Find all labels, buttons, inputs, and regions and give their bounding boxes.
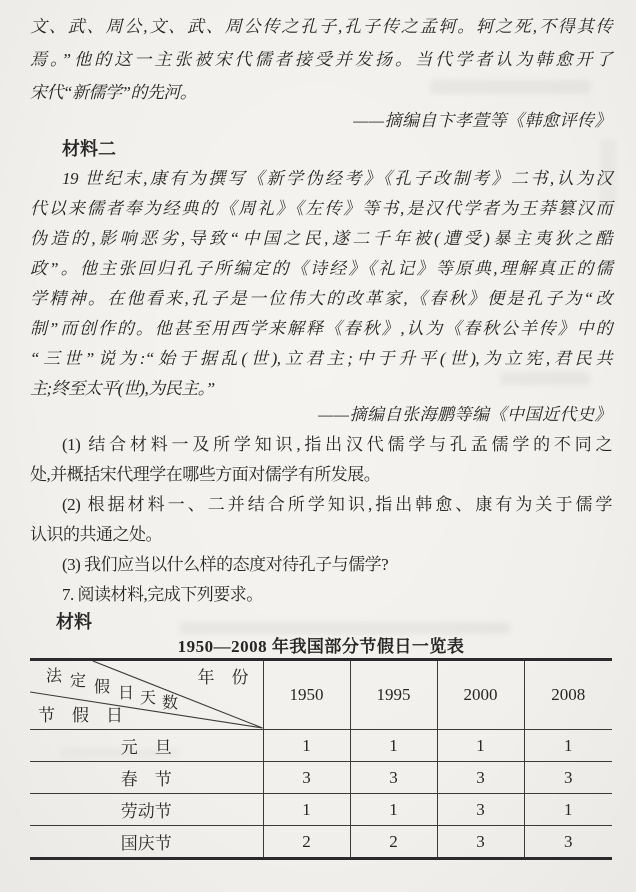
material2-line: 政”。他主张回归孔子所编定的《诗经》《礼记》等原典,理解真正的儒 xyxy=(30,259,612,278)
corner-label-days-char: 定 xyxy=(70,673,87,690)
holiday-name: 春 节 xyxy=(30,762,263,794)
material2-heading: 材料二 xyxy=(62,139,116,159)
material1-attribution: ——摘编自卞孝萱等《韩愈评传》 xyxy=(353,111,612,130)
material1-line: 焉。”他的这一主张被宋代儒者接受并发扬。当代学者认为韩愈开了 xyxy=(30,50,612,69)
material2-line: 学精神。在他看来,孔子是一位伟大的改革家,《春秋》便是孔子为“改 xyxy=(30,289,612,308)
holiday-days: 3 xyxy=(263,762,350,794)
holiday-table xyxy=(30,658,612,860)
holiday-name: 国庆节 xyxy=(30,826,263,859)
material1-line: 文、武、周公,文、武、周公传之孔子,孔子传之孟轲。轲之死,不得其传 xyxy=(30,17,612,36)
table-header-row xyxy=(30,660,612,730)
corner-label-days-char: 数 xyxy=(162,695,179,712)
material1-line: 宋代“新儒学”的先河。 xyxy=(30,83,197,102)
material1-paragraph xyxy=(30,10,612,109)
holiday-days: 1 xyxy=(437,730,524,762)
question-2-line: 认识的共通之处。 xyxy=(30,525,162,544)
holiday-days: 2 xyxy=(263,826,350,859)
holiday-name: 劳动节 xyxy=(30,794,263,826)
question-2-line: (2) 根据材料一、二并结合所学知识,指出韩愈、康有为关于儒学 xyxy=(62,495,612,514)
corner-label-days-char: 假 xyxy=(94,679,111,696)
year-header: 2000 xyxy=(437,660,524,730)
material-label: 材料 xyxy=(56,612,92,632)
table-title: 1950—2008 年我国部分节假日一览表 xyxy=(177,637,465,656)
holiday-days: 1 xyxy=(524,794,612,826)
year-header: 1995 xyxy=(350,660,437,730)
question-1-line: (1) 结合材料一及所学知识,指出汉代儒学与孔孟儒学的不同之 xyxy=(62,435,612,454)
corner-label-days-char: 法 xyxy=(46,668,63,685)
material2-line: 19 世纪末,康有为撰写《新学伪经考》《孔子改制考》二书,认为汉 xyxy=(62,169,612,188)
corner-label-days-char: 天 xyxy=(140,690,157,707)
table-row xyxy=(30,762,612,794)
year-header: 2008 xyxy=(524,660,612,730)
holiday-days: 3 xyxy=(350,762,437,794)
corner-label-holiday: 节 假 日 xyxy=(38,706,123,725)
material2-attribution: ——摘编自张海鹏等编《中国近代史》 xyxy=(318,405,612,424)
question-2 xyxy=(30,490,612,550)
year-header: 1950 xyxy=(263,660,350,730)
holiday-days: 3 xyxy=(524,762,612,794)
table-row xyxy=(30,826,612,859)
table-row xyxy=(30,730,612,762)
question-3-line: (3) 我们应当以什么样的态度对待孔子与儒学? xyxy=(62,555,389,574)
question-7 xyxy=(30,580,612,610)
holiday-days: 3 xyxy=(437,794,524,826)
corner-label-year: 年 份 xyxy=(197,668,249,687)
holiday-days: 3 xyxy=(437,826,524,859)
holiday-days: 1 xyxy=(524,730,612,762)
question-7-line: 7. 阅读材料,完成下列要求。 xyxy=(62,585,263,604)
question-1 xyxy=(30,430,612,490)
holiday-days: 1 xyxy=(350,730,437,762)
holiday-days: 2 xyxy=(350,826,437,859)
table-row xyxy=(30,794,612,826)
material2-paragraph xyxy=(30,164,612,404)
material2-line: 伪造的,影响恶劣,导致“中国之民,遂二千年被(遭受)暴主夷狄之酷 xyxy=(30,229,612,248)
holiday-days: 1 xyxy=(350,794,437,826)
material2-line: “三世”说为:“始于据乱(世),立君主;中于升平(世),为立宪,君民共 xyxy=(30,349,612,368)
corner-label-days-char: 日 xyxy=(118,685,135,702)
holiday-name: 元 旦 xyxy=(30,730,263,762)
holiday-days: 1 xyxy=(263,730,350,762)
question-3 xyxy=(30,550,612,580)
holiday-days: 3 xyxy=(437,762,524,794)
question-1-line: 处,并概括宋代理学在哪些方面对儒学有所发展。 xyxy=(30,465,381,484)
material2-line: 制”而创作的。他甚至用西学来解释《春秋》,认为《春秋公羊传》中的 xyxy=(30,319,612,338)
holiday-days: 1 xyxy=(263,794,350,826)
material2-line: 主;终至太平(世),为民主。” xyxy=(30,379,215,398)
material2-line: 代以来儒者奉为经典的《周礼》《左传》等书,是汉代学者为王莽篡汉而 xyxy=(30,199,612,218)
table-corner-cell xyxy=(30,660,263,730)
holiday-days: 3 xyxy=(564,831,573,851)
